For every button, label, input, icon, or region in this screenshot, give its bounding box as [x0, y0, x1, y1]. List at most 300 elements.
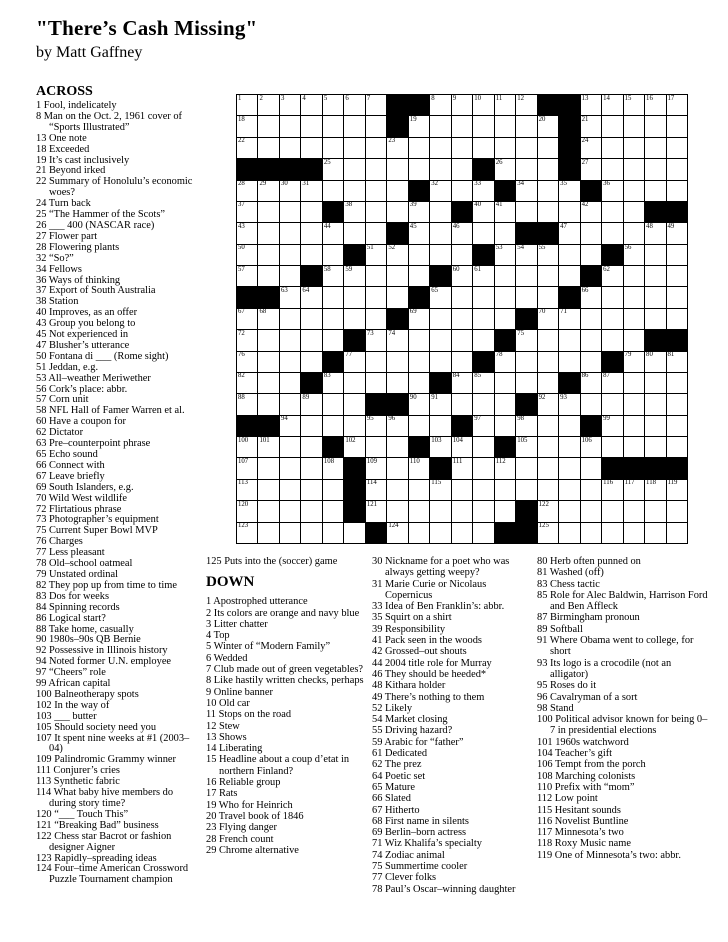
- grid-cell-14-20[interactable]: [645, 373, 665, 393]
- grid-cell-9-16[interactable]: [559, 266, 579, 286]
- grid-cell-8-2[interactable]: [258, 245, 278, 265]
- grid-cell-17-8[interactable]: [387, 437, 407, 457]
- grid-cell-12-11[interactable]: [452, 330, 472, 350]
- grid-cell-2-11[interactable]: [452, 116, 472, 136]
- grid-cell-5-4[interactable]: [301, 181, 321, 201]
- grid-cell-13-1[interactable]: [237, 352, 257, 372]
- grid-cell-18-5[interactable]: [323, 458, 343, 478]
- grid-cell-17-6[interactable]: [344, 437, 364, 457]
- grid-cell-15-4[interactable]: [301, 394, 321, 414]
- grid-cell-10-21[interactable]: [667, 287, 687, 307]
- grid-cell-8-1[interactable]: [237, 245, 257, 265]
- grid-cell-20-20[interactable]: [645, 501, 665, 521]
- grid-cell-19-12[interactable]: [473, 480, 493, 500]
- grid-cell-10-12[interactable]: [473, 287, 493, 307]
- grid-cell-11-19[interactable]: [624, 309, 644, 329]
- grid-cell-11-12[interactable]: [473, 309, 493, 329]
- grid-cell-3-9[interactable]: [409, 138, 429, 158]
- grid-cell-2-3[interactable]: [280, 116, 300, 136]
- grid-cell-12-15[interactable]: [538, 330, 558, 350]
- grid-cell-16-16[interactable]: [559, 416, 579, 436]
- grid-cell-5-15[interactable]: [538, 181, 558, 201]
- grid-cell-5-8[interactable]: [387, 181, 407, 201]
- grid-cell-10-14[interactable]: [516, 287, 536, 307]
- grid-cell-11-11[interactable]: [452, 309, 472, 329]
- grid-cell-17-14[interactable]: [516, 437, 536, 457]
- grid-cell-20-1[interactable]: [237, 501, 257, 521]
- grid-cell-12-2[interactable]: [258, 330, 278, 350]
- grid-cell-7-17[interactable]: [581, 223, 601, 243]
- grid-cell-18-7[interactable]: [366, 458, 386, 478]
- grid-cell-10-11[interactable]: [452, 287, 472, 307]
- grid-cell-10-19[interactable]: [624, 287, 644, 307]
- grid-cell-16-21[interactable]: [667, 416, 687, 436]
- grid-cell-11-7[interactable]: [366, 309, 386, 329]
- grid-cell-11-16[interactable]: [559, 309, 579, 329]
- grid-cell-19-8[interactable]: [387, 480, 407, 500]
- grid-cell-17-4[interactable]: [301, 437, 321, 457]
- grid-cell-19-2[interactable]: [258, 480, 278, 500]
- grid-cell-8-11[interactable]: [452, 245, 472, 265]
- grid-cell-12-9[interactable]: [409, 330, 429, 350]
- grid-cell-14-12[interactable]: [473, 373, 493, 393]
- grid-cell-17-18[interactable]: [602, 437, 622, 457]
- grid-cell-3-10[interactable]: [430, 138, 450, 158]
- grid-cell-4-21[interactable]: [667, 159, 687, 179]
- grid-cell-5-7[interactable]: [366, 181, 386, 201]
- grid-cell-6-4[interactable]: [301, 202, 321, 222]
- grid-cell-16-10[interactable]: [430, 416, 450, 436]
- grid-cell-13-21[interactable]: [667, 352, 687, 372]
- grid-cell-1-14[interactable]: [516, 95, 536, 115]
- grid-cell-21-10[interactable]: [430, 523, 450, 543]
- grid-cell-8-15[interactable]: [538, 245, 558, 265]
- grid-cell-10-7[interactable]: [366, 287, 386, 307]
- grid-cell-12-5[interactable]: [323, 330, 343, 350]
- grid-cell-2-19[interactable]: [624, 116, 644, 136]
- grid-cell-15-12[interactable]: [473, 394, 493, 414]
- grid-cell-4-11[interactable]: [452, 159, 472, 179]
- grid-cell-19-13[interactable]: [495, 480, 515, 500]
- grid-cell-12-7[interactable]: [366, 330, 386, 350]
- grid-cell-2-18[interactable]: [602, 116, 622, 136]
- grid-cell-5-20[interactable]: [645, 181, 665, 201]
- grid-cell-3-18[interactable]: [602, 138, 622, 158]
- grid-cell-13-2[interactable]: [258, 352, 278, 372]
- grid-cell-18-11[interactable]: [452, 458, 472, 478]
- grid-cell-7-1[interactable]: [237, 223, 257, 243]
- grid-cell-21-20[interactable]: [645, 523, 665, 543]
- grid-cell-12-16[interactable]: [559, 330, 579, 350]
- grid-cell-10-18[interactable]: [602, 287, 622, 307]
- grid-cell-15-9[interactable]: [409, 394, 429, 414]
- grid-cell-1-21[interactable]: [667, 95, 687, 115]
- grid-cell-2-12[interactable]: [473, 116, 493, 136]
- grid-cell-3-5[interactable]: [323, 138, 343, 158]
- grid-cell-3-19[interactable]: [624, 138, 644, 158]
- grid-cell-9-13[interactable]: [495, 266, 515, 286]
- grid-cell-6-7[interactable]: [366, 202, 386, 222]
- grid-cell-14-18[interactable]: [602, 373, 622, 393]
- grid-cell-8-19[interactable]: [624, 245, 644, 265]
- grid-cell-3-6[interactable]: [344, 138, 364, 158]
- grid-cell-7-19[interactable]: [624, 223, 644, 243]
- grid-cell-16-12[interactable]: [473, 416, 493, 436]
- grid-cell-20-8[interactable]: [387, 501, 407, 521]
- grid-cell-21-12[interactable]: [473, 523, 493, 543]
- grid-cell-10-10[interactable]: [430, 287, 450, 307]
- grid-cell-2-7[interactable]: [366, 116, 386, 136]
- grid-cell-14-6[interactable]: [344, 373, 364, 393]
- grid-cell-19-21[interactable]: [667, 480, 687, 500]
- grid-cell-21-19[interactable]: [624, 523, 644, 543]
- grid-cell-8-13[interactable]: [495, 245, 515, 265]
- grid-cell-10-15[interactable]: [538, 287, 558, 307]
- grid-cell-3-20[interactable]: [645, 138, 665, 158]
- grid-cell-10-8[interactable]: [387, 287, 407, 307]
- grid-cell-7-18[interactable]: [602, 223, 622, 243]
- grid-cell-4-18[interactable]: [602, 159, 622, 179]
- grid-cell-17-12[interactable]: [473, 437, 493, 457]
- grid-cell-21-11[interactable]: [452, 523, 472, 543]
- grid-cell-11-10[interactable]: [430, 309, 450, 329]
- grid-cell-2-20[interactable]: [645, 116, 665, 136]
- grid-cell-14-9[interactable]: [409, 373, 429, 393]
- grid-cell-16-3[interactable]: [280, 416, 300, 436]
- grid-cell-8-9[interactable]: [409, 245, 429, 265]
- grid-cell-1-5[interactable]: [323, 95, 343, 115]
- grid-cell-1-6[interactable]: [344, 95, 364, 115]
- grid-cell-6-19[interactable]: [624, 202, 644, 222]
- grid-cell-11-5[interactable]: [323, 309, 343, 329]
- grid-cell-19-15[interactable]: [538, 480, 558, 500]
- grid-cell-13-17[interactable]: [581, 352, 601, 372]
- grid-cell-21-16[interactable]: [559, 523, 579, 543]
- grid-cell-17-1[interactable]: [237, 437, 257, 457]
- grid-cell-8-3[interactable]: [280, 245, 300, 265]
- grid-cell-21-18[interactable]: [602, 523, 622, 543]
- grid-cell-10-17[interactable]: [581, 287, 601, 307]
- grid-cell-12-19[interactable]: [624, 330, 644, 350]
- grid-cell-9-18[interactable]: [602, 266, 622, 286]
- grid-cell-4-20[interactable]: [645, 159, 665, 179]
- grid-cell-9-3[interactable]: [280, 266, 300, 286]
- grid-cell-3-2[interactable]: [258, 138, 278, 158]
- grid-cell-9-15[interactable]: [538, 266, 558, 286]
- grid-cell-15-13[interactable]: [495, 394, 515, 414]
- grid-cell-5-2[interactable]: [258, 181, 278, 201]
- grid-cell-19-18[interactable]: [602, 480, 622, 500]
- grid-cell-1-10[interactable]: [430, 95, 450, 115]
- grid-cell-18-3[interactable]: [280, 458, 300, 478]
- grid-cell-15-18[interactable]: [602, 394, 622, 414]
- grid-cell-7-12[interactable]: [473, 223, 493, 243]
- grid-cell-10-6[interactable]: [344, 287, 364, 307]
- grid-cell-15-20[interactable]: [645, 394, 665, 414]
- grid-cell-7-13[interactable]: [495, 223, 515, 243]
- grid-cell-17-3[interactable]: [280, 437, 300, 457]
- grid-cell-1-13[interactable]: [495, 95, 515, 115]
- grid-cell-8-14[interactable]: [516, 245, 536, 265]
- grid-cell-5-5[interactable]: [323, 181, 343, 201]
- grid-cell-3-14[interactable]: [516, 138, 536, 158]
- grid-cell-8-16[interactable]: [559, 245, 579, 265]
- grid-cell-19-9[interactable]: [409, 480, 429, 500]
- grid-cell-2-5[interactable]: [323, 116, 343, 136]
- grid-cell-4-10[interactable]: [430, 159, 450, 179]
- grid-cell-17-2[interactable]: [258, 437, 278, 457]
- grid-cell-14-1[interactable]: [237, 373, 257, 393]
- grid-cell-19-5[interactable]: [323, 480, 343, 500]
- grid-cell-14-19[interactable]: [624, 373, 644, 393]
- grid-cell-15-15[interactable]: [538, 394, 558, 414]
- grid-cell-14-15[interactable]: [538, 373, 558, 393]
- grid-cell-5-1[interactable]: [237, 181, 257, 201]
- grid-cell-17-19[interactable]: [624, 437, 644, 457]
- grid-cell-12-4[interactable]: [301, 330, 321, 350]
- grid-cell-4-9[interactable]: [409, 159, 429, 179]
- grid-cell-6-18[interactable]: [602, 202, 622, 222]
- grid-cell-17-10[interactable]: [430, 437, 450, 457]
- grid-cell-6-1[interactable]: [237, 202, 257, 222]
- grid-cell-13-7[interactable]: [366, 352, 386, 372]
- grid-cell-2-14[interactable]: [516, 116, 536, 136]
- grid-cell-1-20[interactable]: [645, 95, 665, 115]
- grid-cell-20-12[interactable]: [473, 501, 493, 521]
- grid-cell-21-2[interactable]: [258, 523, 278, 543]
- grid-cell-18-2[interactable]: [258, 458, 278, 478]
- grid-cell-10-13[interactable]: [495, 287, 515, 307]
- grid-cell-7-4[interactable]: [301, 223, 321, 243]
- grid-cell-7-9[interactable]: [409, 223, 429, 243]
- grid-cell-20-17[interactable]: [581, 501, 601, 521]
- grid-cell-20-4[interactable]: [301, 501, 321, 521]
- grid-cell-4-5[interactable]: [323, 159, 343, 179]
- grid-cell-4-19[interactable]: [624, 159, 644, 179]
- grid-cell-8-8[interactable]: [387, 245, 407, 265]
- grid-cell-18-14[interactable]: [516, 458, 536, 478]
- grid-cell-13-10[interactable]: [430, 352, 450, 372]
- grid-cell-10-4[interactable]: [301, 287, 321, 307]
- grid-cell-6-10[interactable]: [430, 202, 450, 222]
- grid-cell-13-11[interactable]: [452, 352, 472, 372]
- grid-cell-8-10[interactable]: [430, 245, 450, 265]
- grid-cell-20-5[interactable]: [323, 501, 343, 521]
- grid-cell-12-1[interactable]: [237, 330, 257, 350]
- grid-cell-3-8[interactable]: [387, 138, 407, 158]
- grid-cell-14-5[interactable]: [323, 373, 343, 393]
- grid-cell-6-9[interactable]: [409, 202, 429, 222]
- grid-cell-21-17[interactable]: [581, 523, 601, 543]
- grid-cell-21-1[interactable]: [237, 523, 257, 543]
- grid-cell-9-6[interactable]: [344, 266, 364, 286]
- grid-cell-12-8[interactable]: [387, 330, 407, 350]
- grid-cell-16-14[interactable]: [516, 416, 536, 436]
- grid-cell-1-19[interactable]: [624, 95, 644, 115]
- grid-cell-11-9[interactable]: [409, 309, 429, 329]
- grid-cell-11-15[interactable]: [538, 309, 558, 329]
- grid-cell-19-1[interactable]: [237, 480, 257, 500]
- grid-cell-15-5[interactable]: [323, 394, 343, 414]
- grid-cell-13-20[interactable]: [645, 352, 665, 372]
- grid-cell-9-11[interactable]: [452, 266, 472, 286]
- grid-cell-11-3[interactable]: [280, 309, 300, 329]
- grid-cell-3-21[interactable]: [667, 138, 687, 158]
- grid-cell-21-8[interactable]: [387, 523, 407, 543]
- grid-cell-11-18[interactable]: [602, 309, 622, 329]
- grid-cell-6-8[interactable]: [387, 202, 407, 222]
- grid-cell-4-6[interactable]: [344, 159, 364, 179]
- grid-cell-3-1[interactable]: [237, 138, 257, 158]
- grid-cell-1-1[interactable]: [237, 95, 257, 115]
- grid-cell-3-7[interactable]: [366, 138, 386, 158]
- grid-cell-9-2[interactable]: [258, 266, 278, 286]
- grid-cell-6-16[interactable]: [559, 202, 579, 222]
- grid-cell-21-21[interactable]: [667, 523, 687, 543]
- grid-cell-11-21[interactable]: [667, 309, 687, 329]
- grid-cell-15-16[interactable]: [559, 394, 579, 414]
- grid-cell-8-5[interactable]: [323, 245, 343, 265]
- grid-cell-20-13[interactable]: [495, 501, 515, 521]
- grid-cell-1-12[interactable]: [473, 95, 493, 115]
- grid-cell-9-12[interactable]: [473, 266, 493, 286]
- grid-cell-18-13[interactable]: [495, 458, 515, 478]
- grid-cell-6-15[interactable]: [538, 202, 558, 222]
- grid-cell-13-9[interactable]: [409, 352, 429, 372]
- grid-cell-15-11[interactable]: [452, 394, 472, 414]
- grid-cell-19-3[interactable]: [280, 480, 300, 500]
- grid-cell-17-20[interactable]: [645, 437, 665, 457]
- grid-cell-11-20[interactable]: [645, 309, 665, 329]
- grid-cell-3-4[interactable]: [301, 138, 321, 158]
- grid-cell-13-8[interactable]: [387, 352, 407, 372]
- grid-cell-19-20[interactable]: [645, 480, 665, 500]
- grid-cell-10-3[interactable]: [280, 287, 300, 307]
- grid-cell-5-11[interactable]: [452, 181, 472, 201]
- grid-cell-18-1[interactable]: [237, 458, 257, 478]
- grid-cell-10-5[interactable]: [323, 287, 343, 307]
- grid-cell-12-18[interactable]: [602, 330, 622, 350]
- grid-cell-2-13[interactable]: [495, 116, 515, 136]
- grid-cell-19-16[interactable]: [559, 480, 579, 500]
- grid-cell-2-4[interactable]: [301, 116, 321, 136]
- grid-cell-4-14[interactable]: [516, 159, 536, 179]
- grid-cell-6-13[interactable]: [495, 202, 515, 222]
- grid-cell-11-17[interactable]: [581, 309, 601, 329]
- grid-cell-4-13[interactable]: [495, 159, 515, 179]
- grid-cell-4-8[interactable]: [387, 159, 407, 179]
- grid-cell-14-8[interactable]: [387, 373, 407, 393]
- grid-cell-4-15[interactable]: [538, 159, 558, 179]
- grid-cell-12-14[interactable]: [516, 330, 536, 350]
- grid-cell-8-7[interactable]: [366, 245, 386, 265]
- grid-cell-21-6[interactable]: [344, 523, 364, 543]
- grid-cell-15-1[interactable]: [237, 394, 257, 414]
- grid-cell-11-2[interactable]: [258, 309, 278, 329]
- grid-cell-16-7[interactable]: [366, 416, 386, 436]
- grid-cell-14-17[interactable]: [581, 373, 601, 393]
- grid-cell-9-5[interactable]: [323, 266, 343, 286]
- grid-cell-17-11[interactable]: [452, 437, 472, 457]
- grid-cell-5-21[interactable]: [667, 181, 687, 201]
- grid-cell-21-15[interactable]: [538, 523, 558, 543]
- grid-cell-1-11[interactable]: [452, 95, 472, 115]
- grid-cell-16-18[interactable]: [602, 416, 622, 436]
- grid-cell-4-17[interactable]: [581, 159, 601, 179]
- grid-cell-20-11[interactable]: [452, 501, 472, 521]
- grid-cell-2-9[interactable]: [409, 116, 429, 136]
- grid-cell-3-15[interactable]: [538, 138, 558, 158]
- grid-cell-2-17[interactable]: [581, 116, 601, 136]
- grid-cell-7-21[interactable]: [667, 223, 687, 243]
- grid-cell-20-16[interactable]: [559, 501, 579, 521]
- grid-cell-14-3[interactable]: [280, 373, 300, 393]
- grid-cell-13-16[interactable]: [559, 352, 579, 372]
- grid-cell-3-13[interactable]: [495, 138, 515, 158]
- grid-cell-6-17[interactable]: [581, 202, 601, 222]
- grid-cell-2-21[interactable]: [667, 116, 687, 136]
- grid-cell-6-14[interactable]: [516, 202, 536, 222]
- grid-cell-15-19[interactable]: [624, 394, 644, 414]
- grid-cell-9-1[interactable]: [237, 266, 257, 286]
- grid-cell-14-21[interactable]: [667, 373, 687, 393]
- grid-cell-5-16[interactable]: [559, 181, 579, 201]
- grid-cell-5-6[interactable]: [344, 181, 364, 201]
- grid-cell-16-4[interactable]: [301, 416, 321, 436]
- grid-cell-21-9[interactable]: [409, 523, 429, 543]
- grid-cell-13-4[interactable]: [301, 352, 321, 372]
- grid-cell-13-19[interactable]: [624, 352, 644, 372]
- grid-cell-19-14[interactable]: [516, 480, 536, 500]
- grid-cell-9-7[interactable]: [366, 266, 386, 286]
- grid-cell-16-6[interactable]: [344, 416, 364, 436]
- grid-cell-9-21[interactable]: [667, 266, 687, 286]
- grid-cell-5-12[interactable]: [473, 181, 493, 201]
- grid-cell-5-3[interactable]: [280, 181, 300, 201]
- grid-cell-2-15[interactable]: [538, 116, 558, 136]
- grid-cell-9-19[interactable]: [624, 266, 644, 286]
- grid-cell-16-8[interactable]: [387, 416, 407, 436]
- grid-cell-9-8[interactable]: [387, 266, 407, 286]
- grid-cell-16-13[interactable]: [495, 416, 515, 436]
- grid-cell-18-17[interactable]: [581, 458, 601, 478]
- grid-cell-15-2[interactable]: [258, 394, 278, 414]
- grid-cell-17-16[interactable]: [559, 437, 579, 457]
- grid-cell-1-3[interactable]: [280, 95, 300, 115]
- grid-cell-13-14[interactable]: [516, 352, 536, 372]
- grid-cell-17-7[interactable]: [366, 437, 386, 457]
- grid-cell-16-20[interactable]: [645, 416, 665, 436]
- grid-cell-18-16[interactable]: [559, 458, 579, 478]
- grid-cell-20-21[interactable]: [667, 501, 687, 521]
- grid-cell-2-1[interactable]: [237, 116, 257, 136]
- grid-cell-18-12[interactable]: [473, 458, 493, 478]
- grid-cell-1-4[interactable]: [301, 95, 321, 115]
- grid-cell-21-3[interactable]: [280, 523, 300, 543]
- grid-cell-18-8[interactable]: [387, 458, 407, 478]
- grid-cell-20-15[interactable]: [538, 501, 558, 521]
- grid-cell-16-5[interactable]: [323, 416, 343, 436]
- grid-cell-8-20[interactable]: [645, 245, 665, 265]
- grid-cell-11-4[interactable]: [301, 309, 321, 329]
- grid-cell-1-7[interactable]: [366, 95, 386, 115]
- grid-cell-1-18[interactable]: [602, 95, 622, 115]
- grid-cell-13-13[interactable]: [495, 352, 515, 372]
- grid-cell-18-9[interactable]: [409, 458, 429, 478]
- grid-cell-19-11[interactable]: [452, 480, 472, 500]
- grid-cell-15-6[interactable]: [344, 394, 364, 414]
- grid-cell-5-10[interactable]: [430, 181, 450, 201]
